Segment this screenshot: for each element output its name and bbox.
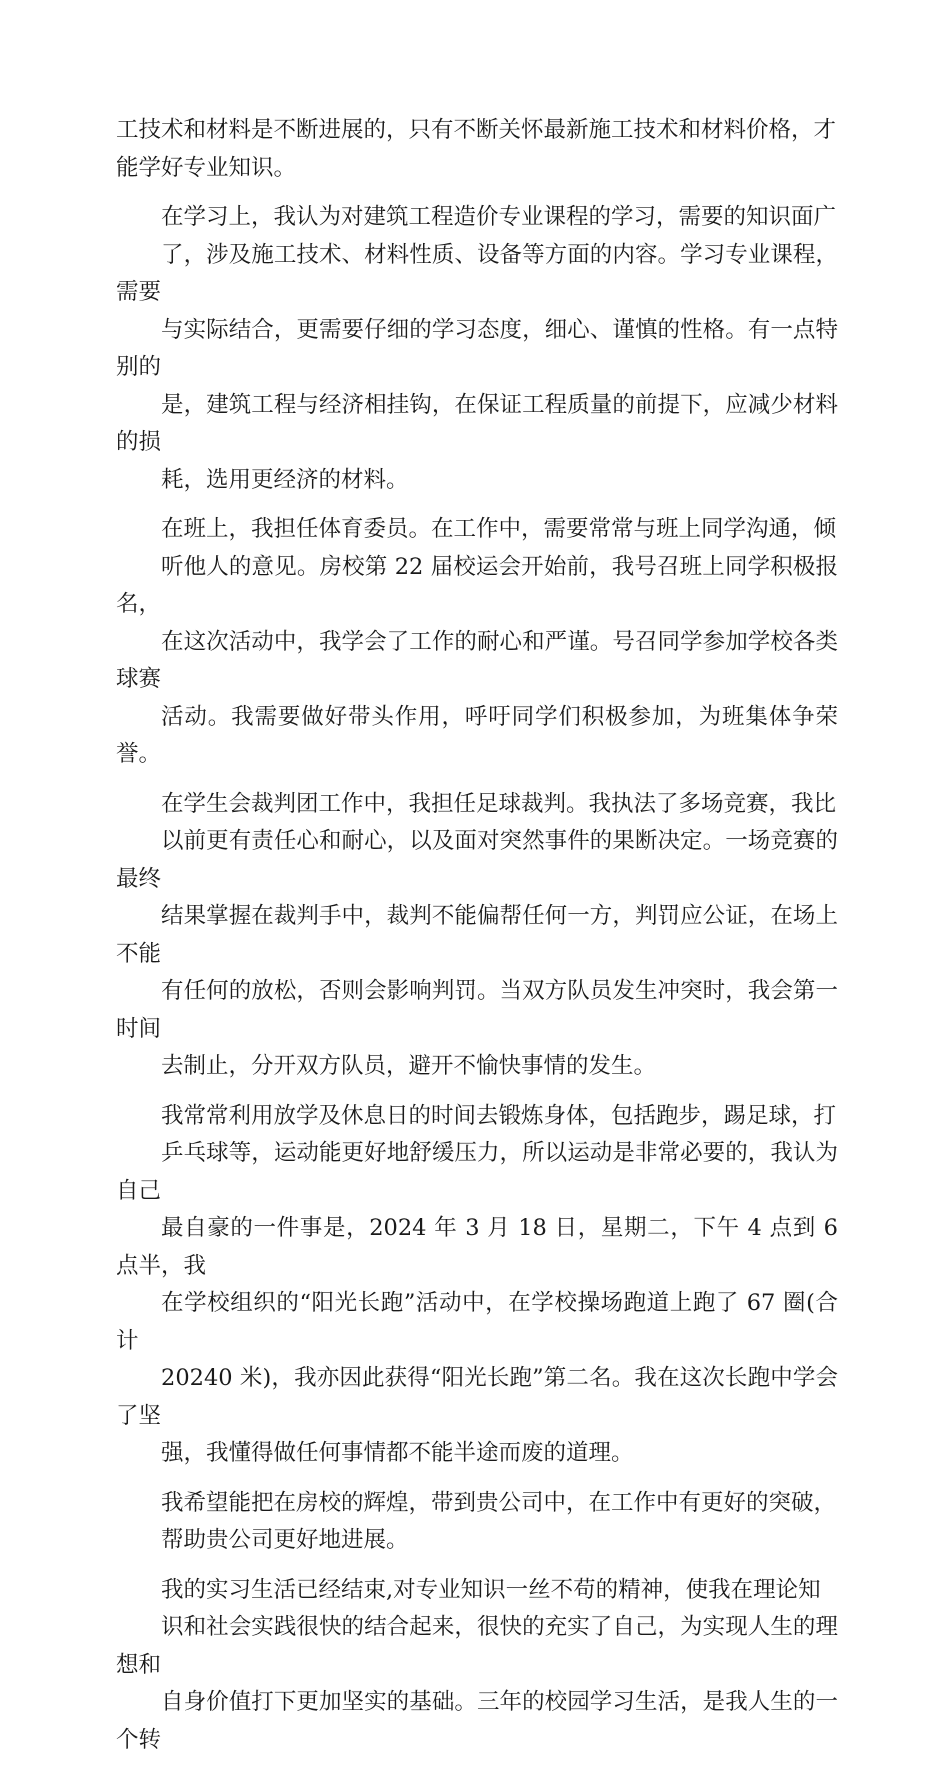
text-line: 以前更有责任心和耐心，以及面对突然事件的果断决定。一场竞赛的最终	[116, 828, 838, 892]
text-line: 自身价值打下更加坚实的基础。三年的校园学习生活，是我人生的一个转	[116, 1689, 838, 1753]
paragraph	[116, 112, 838, 187]
text-line: 我的实习生活已经结束,对专业知识一丝不苟的精神，使我在理论知	[161, 1576, 821, 1603]
text-line: 听他人的意见。房校第 22 届校运会开始前，我号召班上同学积极报名，	[116, 553, 838, 617]
text-line: 耗，选用更经济的材料。	[161, 466, 409, 493]
text-line: 在学习上，我认为对建筑工程造价专业课程的学习，需要的知识面广	[161, 204, 837, 230]
paragraph	[116, 1098, 838, 1473]
text-line: 是，建筑工程与经济相挂钩，在保证工程质量的前提下，应减少材料的损	[116, 391, 838, 455]
paragraph	[116, 1485, 838, 1560]
text-line: 帮助贵公司更好地进展。	[161, 1527, 409, 1553]
text-line: 强，我懂得做任何事情都不能半途而废的道理。	[161, 1440, 634, 1466]
text-line: 最自豪的一件事是，2024 年 3 月 18 日，星期二，下午 4 点到 6 点半，我	[116, 1215, 838, 1279]
text-line: 在这次活动中，我学会了工作的耐心和严谨。号召同学参加学校各类球赛	[116, 628, 838, 692]
text-line: 有任何的放松，否则会影响判罚。当双方队员发生冲突时，我会第一时间	[116, 978, 838, 1042]
paragraph	[116, 511, 838, 774]
text-line: 与实际结合，更需要仔细的学习态度，细心、谨慎的性格。有一点特别的	[116, 316, 838, 380]
paragraph	[116, 1572, 838, 1760]
text-line: 在班上，我担任体育委员。在工作中，需要常常与班上同学沟通，倾	[161, 516, 837, 542]
text-line: 去制止，分开双方队员，避开不愉快事情的发生。	[161, 1053, 657, 1079]
text-line: 在学校组织的“阳光长跑”活动中，在学校操场跑道上跑了 67 圈(合计	[116, 1290, 838, 1354]
text-line: 我希望能把在房校的辉煌，带到贵公司中，在工作中有更好的突破，	[161, 1489, 837, 1516]
text-line: 20240 米)，我亦因此获得“阳光长跑”第二名。我在这次长跑中学会了坚	[116, 1365, 838, 1429]
text-line: 工技术和材料是不断进展的，只有不断关怀最新施工技术和材料价格，才	[116, 117, 837, 143]
text-line: 了，涉及施工技术、材料性质、设备等方面的内容。学习专业课程，需要	[116, 241, 838, 305]
text-line: 结果掌握在裁判手中，裁判不能偏帮任何一方，判罚应公证，在场上不能	[116, 903, 838, 967]
text-line: 我常常利用放学及休息日的时间去锻炼身体，包括跑步，踢足球，打	[161, 1102, 837, 1129]
text-line: 识和社会实践很快的结合起来，很快的充实了自己，为实现人生的理想和	[116, 1614, 838, 1678]
text-line: 活动。我需要做好带头作用，呼吁同学们积极参加，为班集体争荣誉。	[116, 703, 838, 767]
text-line: 乒乓球等，运动能更好地舒缓压力，所以运动是非常必要的，我认为自己	[116, 1140, 838, 1204]
paragraph	[116, 199, 838, 499]
document-body	[116, 112, 838, 1771]
paragraph	[116, 786, 838, 1086]
text-line: 能学好专业知识。	[116, 154, 297, 181]
text-line: 在学生会裁判团工作中，我担任足球裁判。我执法了多场竞赛，我比	[161, 790, 837, 817]
